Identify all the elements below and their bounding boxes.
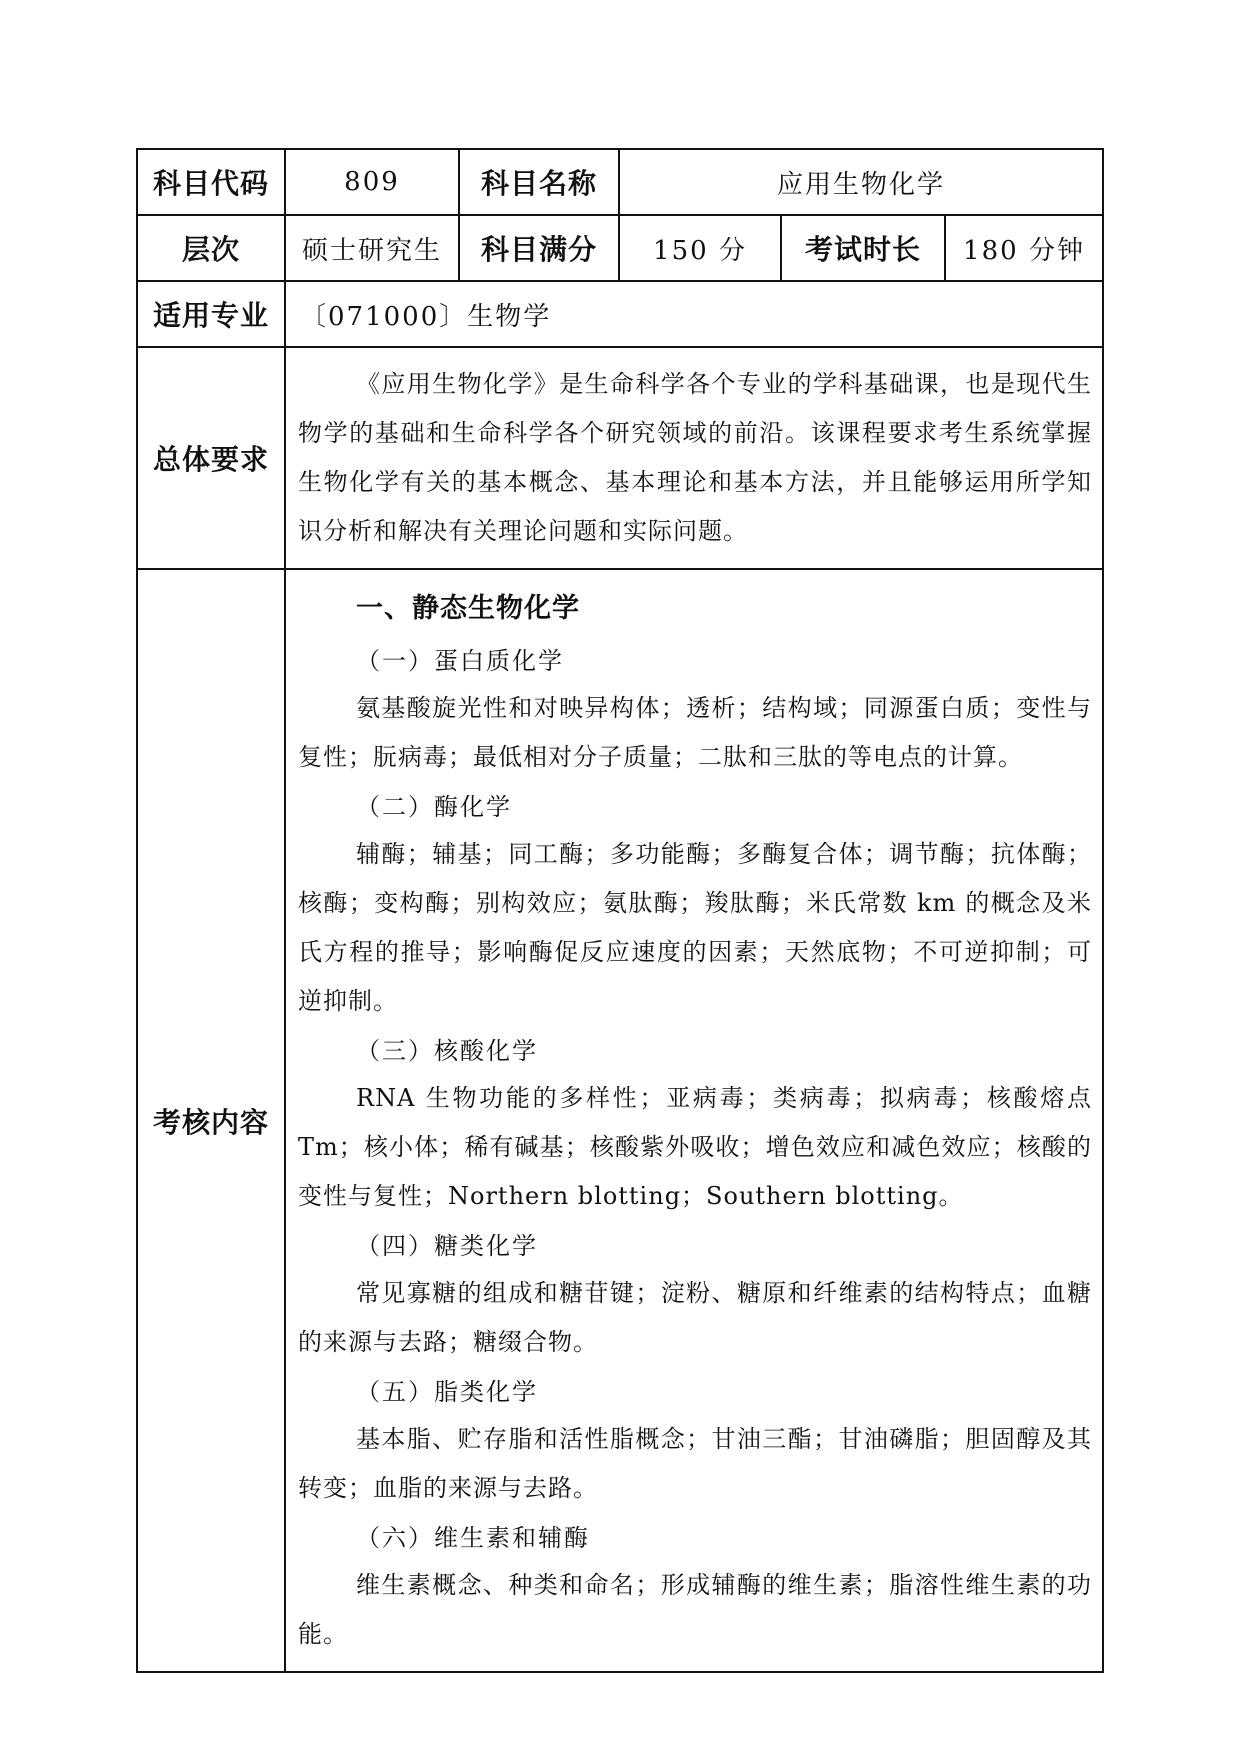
subsection-title: （五）脂类化学 <box>356 1378 538 1406</box>
requirement-label: 总体要求 <box>137 347 285 569</box>
code-value: 809 <box>285 149 459 215</box>
row-requirement <box>137 347 1103 569</box>
level-label: 层次 <box>137 215 285 281</box>
row-subject-code <box>137 149 1103 215</box>
subsection-text: 辅酶；辅基；同工酶；多功能酶；多酶复合体；调节酶；抗体酶；核酶；变构酶；别构效应；氨肽酶；羧肽酶；米氏常数 km 的概念及米氏方程的推导；影响酶促反应速度的因素；天然底物；不可逆抑制；可逆抑制。 <box>298 840 1092 1015</box>
row-content <box>137 569 1103 1672</box>
time-label: 考试时长 <box>781 215 945 281</box>
section-title: 一、静态生物化学 <box>356 593 580 624</box>
subsection-title: （一）蛋白质化学 <box>356 647 564 675</box>
name-value: 应用生物化学 <box>619 149 1103 215</box>
level-value: 硕士研究生 <box>285 215 459 281</box>
exam-syllabus-table <box>136 148 1104 1673</box>
content-label: 考核内容 <box>137 569 285 1672</box>
content-cell <box>285 569 1103 1672</box>
row-major <box>137 281 1103 347</box>
subsection-text: 基本脂、贮存脂和活性脂概念；甘油三酯；甘油磷脂；胆固醇及其转变；血脂的来源与去路。 <box>298 1425 1092 1502</box>
subsection-title: （四）糖类化学 <box>356 1232 538 1260</box>
major-label: 适用专业 <box>137 281 285 347</box>
subsection-text: 常见寡糖的组成和糖苷键；淀粉、糖原和纤维素的结构特点；血糖的来源与去路；糖缀合物。 <box>298 1279 1092 1356</box>
requirement-text: 《应用生物化学》是生命科学各个专业的学科基础课，也是现代生物学的基础和生命科学各个研究领域的前沿。该课程要求考生系统掌握生物化学有关的基本概念、基本理论和基本方法，并且能够运用所学知识分析和解决有关理论问题和实际问题。 <box>298 370 1092 545</box>
major-value: 〔071000〕生物学 <box>285 281 1103 347</box>
subsection-text: 氨基酸旋光性和对映异构体；透析；结构域；同源蛋白质；变性与复性；朊病毒；最低相对分子质量；二肽和三肽的等电点的计算。 <box>298 694 1092 771</box>
code-label: 科目代码 <box>137 149 285 215</box>
subsection-title: （六）维生素和辅酶 <box>356 1524 590 1552</box>
name-label: 科目名称 <box>459 149 619 215</box>
subsection-text: RNA 生物功能的多样性；亚病毒；类病毒；拟病毒；核酸熔点 Tm；核小体；稀有碱基；核酸紫外吸收；增色效应和减色效应；核酸的变性与复性；Northern blotting；Southern blotting。 <box>298 1084 1092 1210</box>
requirement-cell <box>285 347 1103 569</box>
time-value: 180 分钟 <box>945 215 1103 281</box>
subsection-text: 维生素概念、种类和命名；形成辅酶的维生素；脂溶性维生素的功能。 <box>298 1571 1092 1648</box>
subsection-title: （三）核酸化学 <box>356 1037 538 1065</box>
score-label: 科目满分 <box>459 215 619 281</box>
score-value: 150 分 <box>619 215 781 281</box>
subsection-title: （二）酶化学 <box>356 793 512 821</box>
row-level <box>137 215 1103 281</box>
